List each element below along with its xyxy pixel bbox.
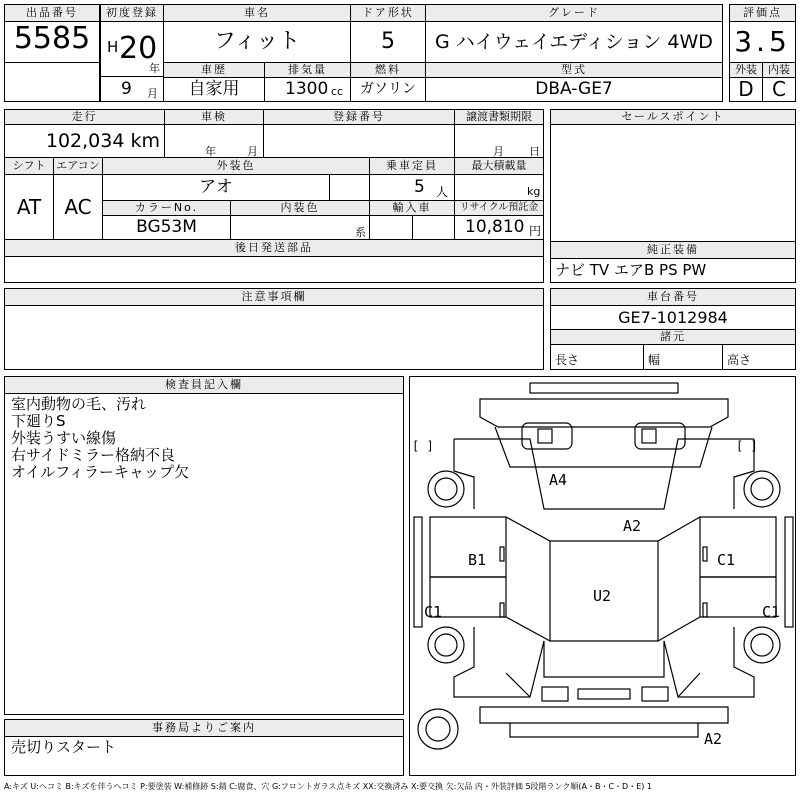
damage-mark-left-rear: C1: [424, 603, 443, 621]
office-note: 売切りスタート: [4, 736, 404, 776]
length-cell: [550, 344, 644, 370]
first-reg-year-box: [100, 21, 164, 77]
car-name-value: フィット: [163, 21, 351, 63]
capacity-value: 5: [414, 177, 425, 197]
height-label: 高さ: [727, 353, 752, 367]
era-label: H: [107, 38, 119, 56]
later-parts-value: [4, 256, 544, 283]
interior-grade: C: [762, 77, 796, 102]
damage-mark-rear-bumper: A2: [704, 730, 723, 748]
month-unit: 月: [147, 87, 158, 100]
displacement-box: [264, 77, 351, 102]
damage-mark-right-door: C1: [717, 551, 736, 569]
equipment-value: ナビ TV エアB PS PW: [550, 258, 796, 283]
inspector-note: オイルフィラーキャップ欠: [11, 463, 190, 481]
year-unit: 年: [149, 62, 160, 75]
ext-color-header: 外装色: [102, 157, 370, 175]
exterior-grade: D: [729, 77, 763, 102]
chassis-header: 車台番号: [550, 288, 796, 306]
reg-number-header: 登録番号: [263, 109, 455, 125]
recycle-header: リサイクル預託金: [454, 200, 544, 216]
car-diagram: [409, 376, 796, 776]
equipment-header: 純正装備: [550, 241, 796, 259]
transfer-header: 譲渡書類期限: [454, 109, 544, 125]
caution-value: [4, 305, 544, 370]
ext-color-blank: [329, 174, 370, 201]
dims-header: 諸元: [550, 329, 796, 345]
office-header: 事務局よりご案内: [4, 719, 404, 737]
max-load-box: [454, 174, 544, 201]
exterior-header: 外装: [729, 62, 763, 78]
capacity-header: 乗車定員: [369, 157, 455, 175]
inspection-month-unit: 月: [247, 145, 258, 158]
width-cell: [643, 344, 723, 370]
damage-mark-hood: A4: [549, 471, 568, 489]
fuel-value: ガソリン: [350, 77, 426, 102]
import-value-a: [369, 215, 413, 240]
shift-header: シフト: [4, 157, 54, 175]
recycle-unit: 円: [529, 224, 542, 238]
history-header: 車歴: [163, 62, 265, 78]
first-reg-month: 9: [121, 79, 132, 99]
history-value: 自家用: [163, 77, 265, 102]
caution-header: 注意事項欄: [4, 288, 544, 306]
recycle-value: 10,810: [465, 217, 525, 237]
score-header: 評価点: [729, 4, 796, 22]
inspector-note: 室内動物の毛、汚れ: [11, 395, 147, 413]
inspector-note: 外装うすい線傷: [11, 429, 117, 447]
grade-value: G ハイウェイエディション 4WD: [425, 21, 723, 63]
bracket-right: [ ]: [736, 439, 758, 453]
inspector-notes: [4, 393, 404, 715]
inspection-box: [164, 124, 264, 158]
int-color-box: [230, 215, 370, 240]
damage-mark-right-rear: C1: [762, 603, 781, 621]
damage-mark-underbody: U2: [593, 587, 612, 605]
int-color-unit: 系: [355, 226, 366, 239]
max-load-unit: kg: [527, 185, 541, 198]
sales-points-header: セールスポイント: [550, 109, 796, 125]
displacement-unit: cc: [331, 85, 344, 98]
ac-header: エアコン: [53, 157, 103, 175]
transfer-box: [454, 124, 544, 158]
shift-value: AT: [4, 174, 54, 240]
height-cell: [722, 344, 796, 370]
car-outline-svg: [410, 377, 796, 776]
door-value: 5: [350, 21, 426, 63]
damage-mark-roof: A2: [623, 517, 642, 535]
sales-points-value: [550, 124, 796, 242]
displacement-value: 1300: [285, 79, 329, 99]
score-value: 3.5: [729, 21, 796, 63]
lot-number-value: 5585: [4, 21, 100, 63]
ac-value: AC: [53, 174, 103, 240]
color-no-header: カラーNo.: [102, 200, 231, 216]
car-name-header: 車名: [163, 4, 351, 22]
inspector-note: 右サイドミラー格納不良: [11, 446, 175, 464]
first-reg-year: 20: [119, 31, 158, 66]
max-load-header: 最大積載量: [454, 157, 544, 175]
transfer-day-unit: 日: [529, 145, 540, 158]
grade-header: グレード: [425, 4, 723, 22]
import-value-b: [412, 215, 455, 240]
inspector-note: 下廻りS: [11, 412, 66, 430]
displacement-header: 排気量: [264, 62, 351, 78]
legend-text: A:キズ U:ヘコミ B:キズを伴うヘコミ P:要塗装 W:補修跡 S:錆 C:腐食、穴 G:フロントガラス点キズ XX:交換済み X:要交換 欠:欠品 内・外装評価 5段階ランク順(A・B・C・D・E) 1: [4, 782, 653, 791]
inspector-header: 検査員記入欄: [4, 376, 404, 394]
lot-number-blank: [4, 62, 100, 102]
transfer-month-unit: 月: [493, 145, 504, 158]
capacity-box: [369, 174, 455, 201]
interior-header: 内装: [762, 62, 796, 78]
capacity-unit: 人: [436, 185, 449, 199]
ext-color-value: アオ: [102, 174, 330, 201]
int-color-header: 内装色: [230, 200, 370, 216]
chassis-value: GE7-1012984: [550, 305, 796, 330]
first-reg-header: 初度登録: [100, 4, 164, 22]
model-value: DBA-GE7: [425, 77, 723, 102]
width-label: 幅: [648, 353, 661, 367]
model-header: 型式: [425, 62, 723, 78]
first-reg-month-box: [100, 76, 164, 102]
bracket-left: [ ]: [412, 439, 434, 453]
damage-mark-left-door: B1: [468, 551, 487, 569]
inspection-header: 車検: [164, 109, 264, 125]
mileage-value: 102,034 km: [4, 124, 165, 158]
inspection-year-unit: 年: [205, 145, 216, 158]
color-no-value: BG53M: [102, 215, 231, 240]
door-header: ドア形状: [350, 4, 426, 22]
lot-number-header: 出品番号: [4, 4, 100, 22]
mileage-header: 走行: [4, 109, 165, 125]
length-label: 長さ: [555, 353, 580, 367]
later-parts-header: 後日発送部品: [4, 239, 544, 257]
fuel-header: 燃料: [350, 62, 426, 78]
import-header: 輸入車: [369, 200, 455, 216]
recycle-box: [454, 215, 544, 240]
reg-number-value: [263, 124, 455, 158]
